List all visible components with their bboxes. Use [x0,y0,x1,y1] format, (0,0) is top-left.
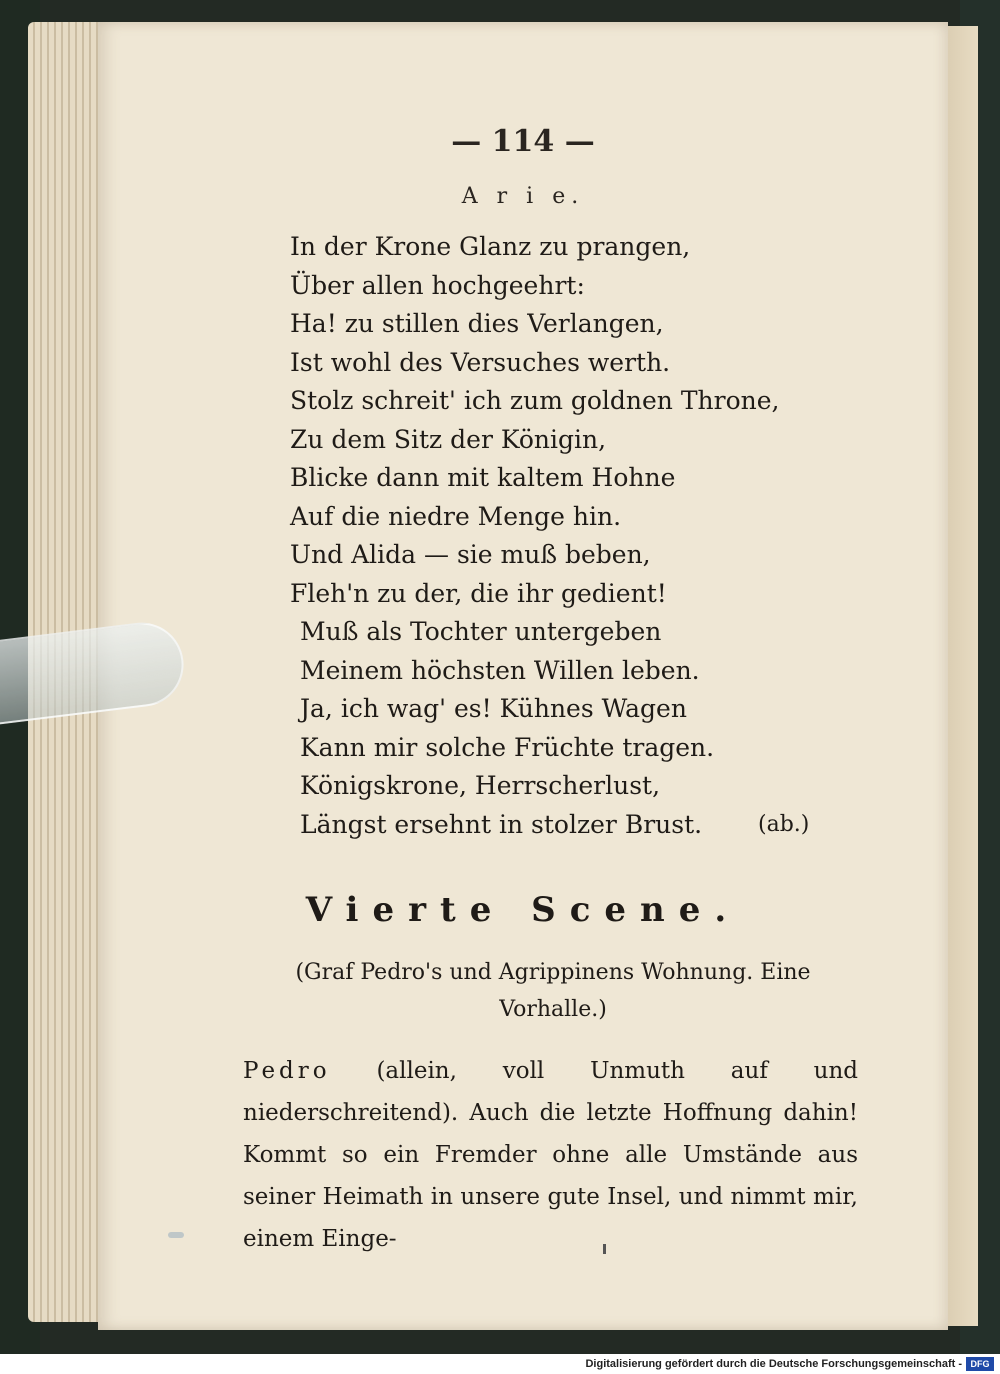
stage-direction: (Graf Pedro's und Agrippinens Wohnung. Eine Vorhalle.) [295,960,811,1022]
exit-note: (ab.) [758,812,810,837]
dfg-logo: DFG [966,1357,994,1371]
verse-line: Ja, ich wag' es! Kühnes Wagen [300,694,687,723]
footer-bar [0,1354,1000,1374]
verse-line: Stolz schreit' ich zum goldnen Throne, [290,386,780,415]
bottom-mark [603,1244,606,1254]
verse-line: Über allen hochgeehrt: [290,270,585,300]
verse-line: Meinem höchsten Willen leben. [300,655,700,685]
verse-line: Blicke dann mit kaltem Hohne [290,463,676,492]
verse-line: Fleh'n zu der, die ihr gedient! [290,578,667,608]
aria-title: A r i e. [461,184,585,209]
verse-line: In der Krone Glanz zu prangen, [290,232,691,261]
page-smudge [168,1232,184,1238]
verse-block [290,228,910,844]
footer-credit: Digitalisierung gefördert durch die Deutsche Forschungsgemeinschaft - [585,1358,962,1370]
verse-line: Und Alida — sie muß beben, [290,540,651,569]
verse-line: Zu dem Sitz der Königin, [290,424,607,454]
verse-line: Muß als Tochter untergeben [300,617,662,646]
page-number: — 114 — [451,124,595,159]
verse-line: Längst ersehnt in stolzer Brust. [300,809,703,839]
verse-line: Auf die niedre Menge hin. [290,501,622,531]
verse-line: Kann mir solche Früchte tragen. [300,732,715,762]
speaker-name: Pedro [243,1058,331,1084]
verse-line: Königskrone, Herrscherlust, [300,771,661,800]
scene-title: Vierte Scene. [305,890,741,930]
verse-line: Ha! zu stillen dies Verlangen, [290,309,664,338]
dialogue-paragraph [243,1050,858,1260]
verse-line: Ist wohl des Versuches werth. [290,347,671,377]
speaker-direction: (allein, voll Unmuth auf und niederschreitend). [243,1058,858,1126]
book-page [98,22,948,1330]
dialogue-text: Auch die letzte Hoffnung dahin! Kommt so ein Fremder ohne alle Umstände aus seiner Heimath in unsere gute Insel, und nimmt mir, einem Einge- [243,1100,858,1252]
